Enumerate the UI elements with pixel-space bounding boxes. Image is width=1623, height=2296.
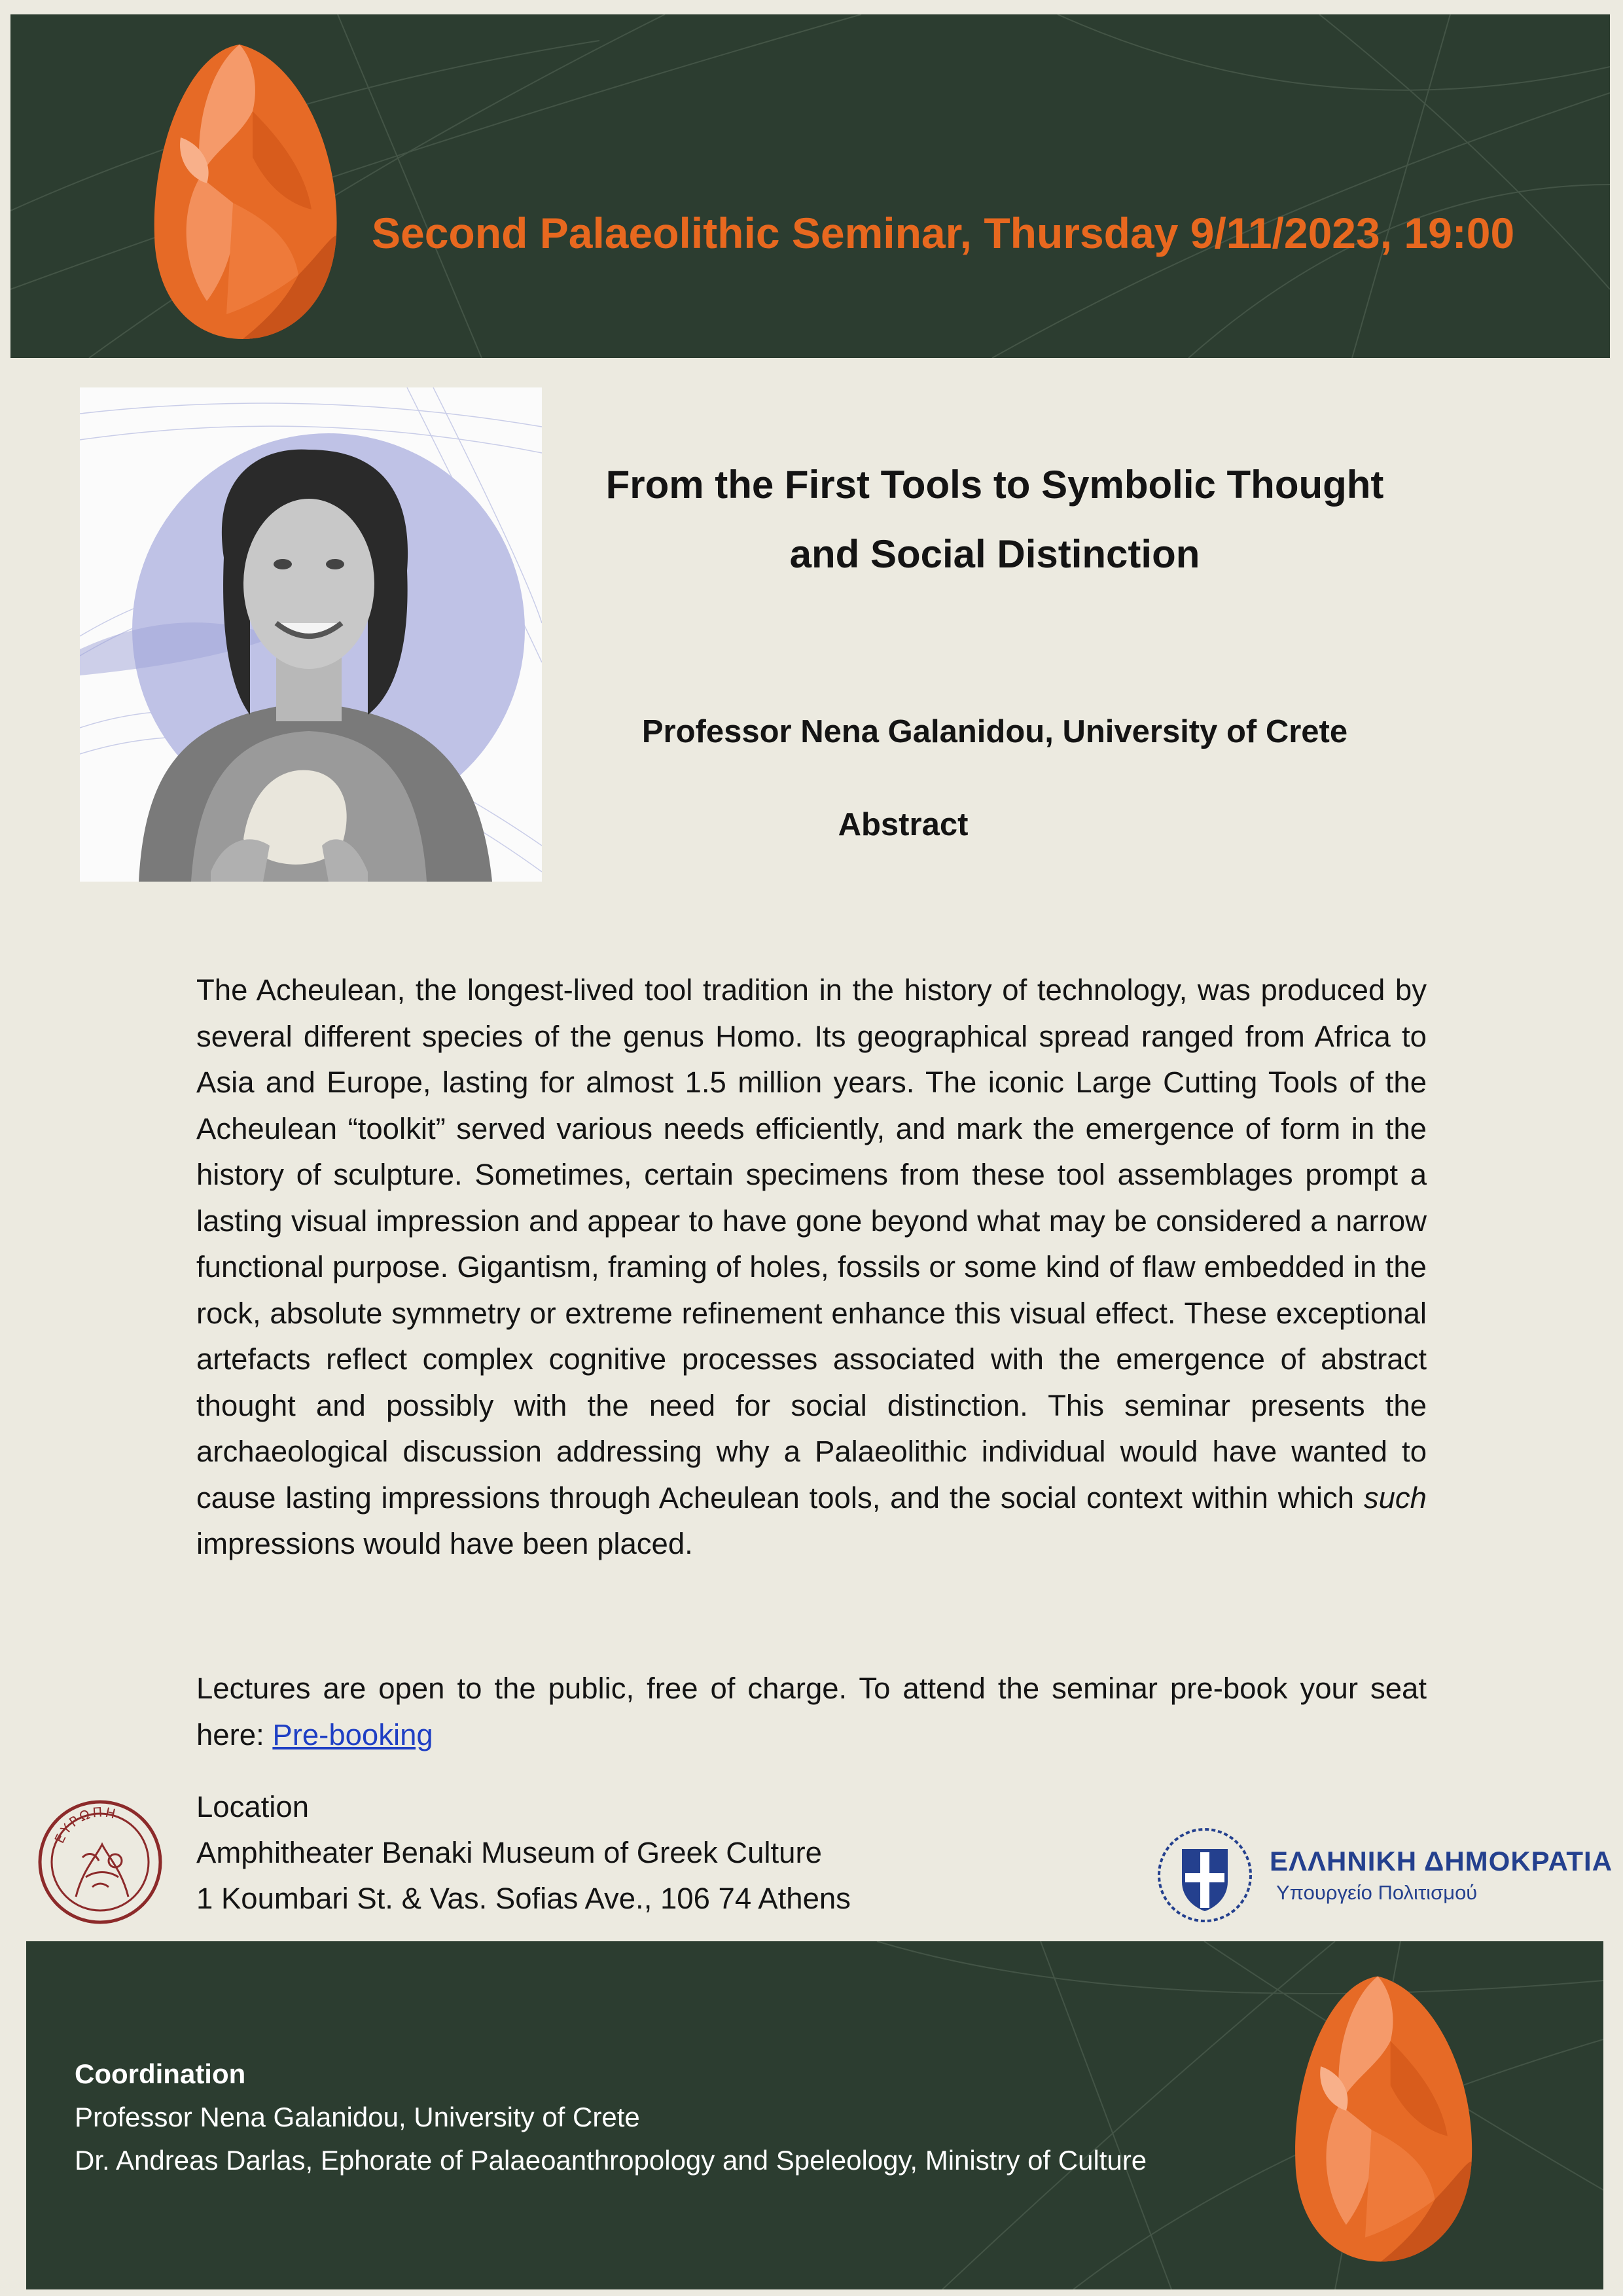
location-block <box>196 1784 851 1922</box>
svg-text:ΕΥΡΩΠΗ <box>51 1804 118 1846</box>
speaker-name: Professor Nena Galanidou, University of Crete <box>641 714 1348 749</box>
gov-name: ΕΛΛΗΝΙΚΗ ΔΗΜΟΚΡΑΤΙΑ <box>1270 1846 1613 1876</box>
abstract-text-end: impressions would have been placed. <box>196 1527 693 1560</box>
gov-ministry: Υπουργείο Πολιτισμού <box>1276 1881 1478 1904</box>
abstract-text-italic: such <box>1363 1480 1427 1515</box>
location-venue: Amphitheater Benaki Museum of Greek Culture <box>196 1836 822 1869</box>
talk-title <box>543 450 1446 589</box>
header-band <box>10 14 1610 358</box>
pre-booking-link[interactable]: Pre-booking <box>272 1717 433 1751</box>
talk-title-line-1: From the First Tools to Symbolic Thought <box>605 463 1384 507</box>
coordinator-2: Dr. Andreas Darlas, Ephorate of Palaeoanthropology and Speleology, Ministry of Culture <box>75 2145 1147 2176</box>
coordinator-1: Professor Nena Galanidou, University of Crete <box>75 2102 640 2132</box>
seminar-title: Second Palaeolithic Seminar, Thursday 9/11/2023, 19:00 <box>372 209 1515 257</box>
coordination-heading: Coordination <box>75 2058 246 2089</box>
greek-coat-of-arms-icon <box>1156 1826 1254 1924</box>
location-address: 1 Koumbari St. & Vas. Sofias Ave., 106 74 Athens <box>196 1882 851 1915</box>
abstract-heading: Abstract <box>838 807 969 842</box>
talk-title-line-2: and Social Distinction <box>789 532 1200 576</box>
abstract-text-main: The Acheulean, the longest-lived tool tradition in the history of technology, was produced by several different species of the genus Homo. Its geographical spread ranged from Africa to Asia and Europe, lasting for almost 1.5 million years. The iconic Large Cutting Tools of the Acheulean “toolkit” served various needs efficiently, and mark the emergence of form in the history of sculpture. Sometimes, certain specimens from these tool assemblages prompt a lasting visual impression and appear to have gone beyond what may be considered a narrow functional purpose. Gigantism, framing of holes, fossils or some kind of flaw embedded in the rock, absolute symmetry or extreme refinement enhance this visual effect. These exceptional artefacts reflect complex cognitive processes associated with the emergence of abstract thought and possibly with the need for social distinction. This seminar presents the archaeological discussion addressing why a Palaeolithic individual would have wanted to cause lasting impressions through Acheulean tools, and the social context within which <box>196 973 1427 1515</box>
handaxe-icon <box>141 39 351 344</box>
speaker-portrait <box>80 387 542 882</box>
abstract-text <box>196 967 1427 1568</box>
university-seal-logo <box>37 1799 164 1926</box>
handaxe-icon-footer <box>1283 1965 1486 2272</box>
booking-text <box>196 1666 1427 1758</box>
footer-band <box>26 1941 1603 2289</box>
location-label: Location <box>196 1790 310 1823</box>
coordination-block <box>75 2053 1147 2182</box>
booking-info: Lectures are open to the public, free of charge. To attend the seminar pre-book your seat here: <box>196 1672 1427 1751</box>
seal-text: ΕΥΡΩΠΗ <box>51 1804 119 1846</box>
